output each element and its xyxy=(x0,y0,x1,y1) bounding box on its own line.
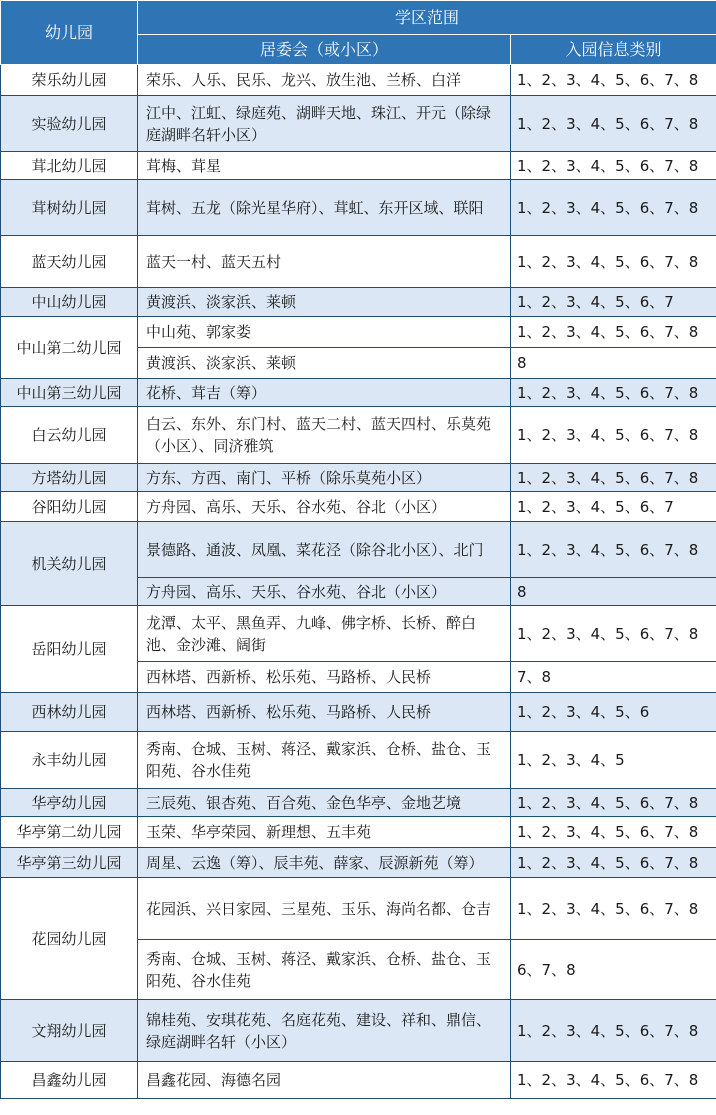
committee-area: 方舟园、高乐、天乐、谷水苑、谷北（小区） xyxy=(138,492,511,522)
committee-area: 锦桂苑、安琪花苑、名庭花苑、建设、祥和、鼎信、绿庭湖畔名轩（小区） xyxy=(138,1000,511,1062)
category-list: 1、2、3、4、5、6 xyxy=(511,693,716,732)
table-row xyxy=(1,492,716,522)
category-list: 1、2、3、4、5、6、7、8 xyxy=(511,606,716,662)
category-list: 1、2、3、4、5、6、7、8 xyxy=(511,317,716,348)
category-list: 1、2、3、4、5、6、7、8 xyxy=(511,522,716,578)
kindergarten-name: 中山第三幼儿园 xyxy=(1,379,138,407)
table-row xyxy=(1,693,716,732)
table-row xyxy=(1,152,716,180)
committee-area: 景德路、通波、凤凰、菜花泾（除谷北小区）、北门 xyxy=(138,522,511,578)
kindergarten-name: 谷阳幼儿园 xyxy=(1,492,138,522)
table-body xyxy=(1,65,716,1099)
header-category: 入园信息类别 xyxy=(511,35,716,65)
committee-area: 茸树、五龙（除光星华府）、茸虹、东开区域、联阳 xyxy=(138,180,511,236)
kindergarten-name: 文翔幼儿园 xyxy=(1,1000,138,1062)
committee-area: 荣乐、人乐、民乐、龙兴、放生池、兰桥、白洋 xyxy=(138,65,511,96)
kindergarten-name: 华亭第三幼儿园 xyxy=(1,848,138,878)
committee-area: 周星、云逸（筹）、辰丰苑、薛家、辰源新苑（筹） xyxy=(138,848,511,878)
category-list: 8 xyxy=(511,348,716,379)
table-row xyxy=(1,464,716,492)
committee-area: 西林塔、西新桥、松乐苑、马路桥、人民桥 xyxy=(138,693,511,732)
kindergarten-name: 华亭幼儿园 xyxy=(1,789,138,817)
category-list: 1、2、3、4、5、6、7 xyxy=(511,288,716,317)
kindergarten-name: 中山幼儿园 xyxy=(1,288,138,317)
kindergarten-name: 岳阳幼儿园 xyxy=(1,606,138,693)
category-list: 7、8 xyxy=(511,662,716,693)
committee-area: 黄渡浜、淡家浜、莱顿 xyxy=(138,288,511,317)
committee-area: 秀南、仓城、玉树、蒋泾、戴家浜、仓桥、盐仓、玉阳苑、谷水佳苑 xyxy=(138,732,511,789)
table-row xyxy=(1,878,716,940)
kindergarten-name: 花园幼儿园 xyxy=(1,878,138,1000)
kindergarten-name: 机关幼儿园 xyxy=(1,522,138,606)
category-list: 1、2、3、4、5、6、7、8 xyxy=(511,407,716,464)
kindergarten-name: 西林幼儿园 xyxy=(1,693,138,732)
table-row xyxy=(1,65,716,96)
table-row xyxy=(1,407,716,464)
kindergarten-name: 实验幼儿园 xyxy=(1,96,138,152)
table-row xyxy=(1,522,716,578)
category-list: 1、2、3、4、5、6、7 xyxy=(511,492,716,522)
category-list: 1、2、3、4、5、6、7、8 xyxy=(511,878,716,940)
kindergarten-name: 永丰幼儿园 xyxy=(1,732,138,789)
committee-area: 黄渡浜、淡家浜、莱顿 xyxy=(138,348,511,379)
kindergarten-name: 茸北幼儿园 xyxy=(1,152,138,180)
committee-area: 秀南、仓城、玉树、蒋泾、戴家浜、仓桥、盐仓、玉阳苑、谷水佳苑 xyxy=(138,940,511,1000)
table-row xyxy=(1,236,716,288)
header-kindergarten: 幼儿园 xyxy=(1,1,138,65)
table-row xyxy=(1,789,716,817)
category-list: 6、7、8 xyxy=(511,940,716,1000)
table-row xyxy=(1,317,716,348)
category-list: 1、2、3、4、5、6、7、8 xyxy=(511,96,716,152)
kindergarten-name: 华亭第二幼儿园 xyxy=(1,817,138,848)
table-row xyxy=(1,1000,716,1062)
category-list: 1、2、3、4、5、6、7、8 xyxy=(511,1000,716,1062)
committee-area: 花桥、茸吉（筹） xyxy=(138,379,511,407)
category-list: 1、2、3、4、5、6、7、8 xyxy=(511,379,716,407)
committee-area: 蓝天一村、蓝天五村 xyxy=(138,236,511,288)
table-row xyxy=(1,180,716,236)
table-row xyxy=(1,379,716,407)
table-row xyxy=(1,848,716,878)
kindergarten-name: 中山第二幼儿园 xyxy=(1,317,138,379)
header-row-1 xyxy=(1,1,716,35)
committee-area: 三辰苑、银杏苑、百合苑、金色华亭、金地艺境 xyxy=(138,789,511,817)
committee-area: 龙潭、太平、黑鱼弄、九峰、佛字桥、长桥、醉白池、金沙滩、阔街 xyxy=(138,606,511,662)
category-list: 1、2、3、4、5、6、7、8 xyxy=(511,817,716,848)
committee-area: 方东、方西、南门、平桥（除乐莫苑小区） xyxy=(138,464,511,492)
category-list: 1、2、3、4、5、6、7、8 xyxy=(511,464,716,492)
category-list: 1、2、3、4、5、6、7、8 xyxy=(511,848,716,878)
committee-area: 花园浜、兴日家园、三星苑、玉乐、海尚名都、仓吉 xyxy=(138,878,511,940)
category-list: 1、2、3、4、5、6、7、8 xyxy=(511,789,716,817)
committee-area: 中山苑、郭家娄 xyxy=(138,317,511,348)
table-row xyxy=(1,606,716,662)
category-list: 1、2、3、4、5、6、7、8 xyxy=(511,152,716,180)
committee-area: 白云、东外、东门村、蓝天二村、蓝天四村、乐莫苑（小区）、同济雅筑 xyxy=(138,407,511,464)
committee-area: 江中、江虹、绿庭苑、湖畔天地、珠江、开元（除绿庭湖畔名轩小区） xyxy=(138,96,511,152)
kindergarten-name: 茸树幼儿园 xyxy=(1,180,138,236)
committee-area: 昌鑫花园、海德名园 xyxy=(138,1062,511,1099)
kindergarten-name: 方塔幼儿园 xyxy=(1,464,138,492)
committee-area: 茸梅、茸星 xyxy=(138,152,511,180)
header-committee: 居委会（或小区） xyxy=(138,35,511,65)
header-district-range: 学区范围 xyxy=(138,1,716,35)
kindergarten-name: 昌鑫幼儿园 xyxy=(1,1062,138,1099)
kindergarten-name: 蓝天幼儿园 xyxy=(1,236,138,288)
table-row xyxy=(1,732,716,789)
committee-area: 西林塔、西新桥、松乐苑、马路桥、人民桥 xyxy=(138,662,511,693)
category-list: 1、2、3、4、5、6、7、8 xyxy=(511,65,716,96)
kindergarten-name: 白云幼儿园 xyxy=(1,407,138,464)
category-list: 1、2、3、4、5、6、7、8 xyxy=(511,1062,716,1099)
category-list: 8 xyxy=(511,578,716,606)
committee-area: 玉荣、华亭荣园、新理想、五丰苑 xyxy=(138,817,511,848)
table-row xyxy=(1,1062,716,1099)
category-list: 1、2、3、4、5 xyxy=(511,732,716,789)
category-list: 1、2、3、4、5、6、7、8 xyxy=(511,180,716,236)
kindergarten-name: 荣乐幼儿园 xyxy=(1,65,138,96)
committee-area: 方舟园、高乐、天乐、谷水苑、谷北（小区） xyxy=(138,578,511,606)
table-row xyxy=(1,288,716,317)
category-list: 1、2、3、4、5、6、7、8 xyxy=(511,236,716,288)
table-row xyxy=(1,817,716,848)
table-row xyxy=(1,96,716,152)
